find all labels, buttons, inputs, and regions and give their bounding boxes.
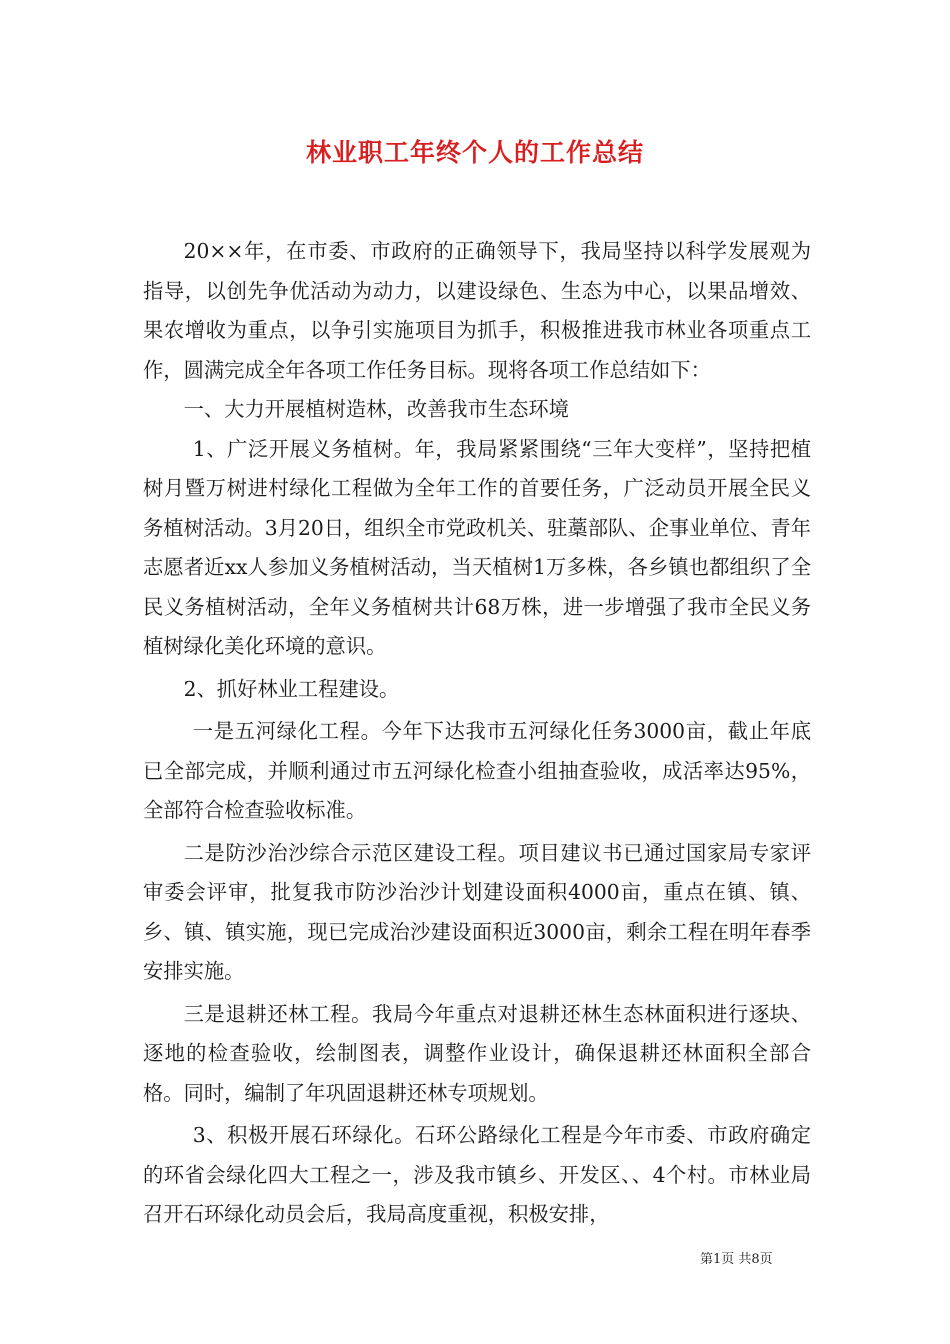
paragraph-item-3: 3、积极开展石环绿化。石环公路绿化工程是今年市委、市政府确定的环省会绿化四大工程之一，涉及我市镇乡、开发区、、4个村。市林业局召开石环绿化动员会后，我局高度重视，积极安排， xyxy=(143,1123,811,1226)
document-body xyxy=(143,232,811,1235)
section-heading-1: 一、大力开展植树造林，改善我市生态环境 xyxy=(183,397,569,421)
paragraph-wuhe-project: 一是五河绿化工程。今年下达我市五河绿化任务3000亩，截止年底已全部完成，并顺利通过市五河绿化检查小组抽查验收，成活率达95%，全部符合检查验收标准。 xyxy=(143,719,811,822)
document-title: 林业职工年终个人的工作总结 xyxy=(305,138,644,167)
paragraph-desert-project: 二是防沙治沙综合示范区建设工程。项目建议书已通过国家局专家评审委会评审，批复我市防沙治沙计划建设面积4000亩，重点在镇、镇、乡、镇、镇实施，现已完成治沙建设面积近3000亩，剩余工程在明年春季安排实施。 xyxy=(143,840,811,983)
paragraph-item-2: 2、抓好林业工程建设。 xyxy=(183,676,400,701)
paragraph-reforestation-project: 三是退耕还林工程。我局今年重点对退耕还林生态林面积进行逐块、逐地的检查验收，绘制图表，调整作业设计，确保退耕还林面积全部合格。同时，编制了年巩固退耕还林专项规划。 xyxy=(143,1001,811,1105)
paragraph-item-1: 1、广泛开展义务植树。年，我局紧紧围绕“三年大变样”，坚持把植树月暨万树进村绿化工程做为全年工作的首要任务，广泛动员开展全民义务植树活动。3月20日，组织全市党政机关、驻藁部队、企事业单位、青年志愿者近xx人参加义务植树活动，当天植树1万多株，各乡镇也都组织了全民义务植树活动，全年义务植树共计68万株，进一步增强了我市全民义务植树绿化美化环境的意识。 xyxy=(143,436,811,658)
paragraph-intro: 20××年，在市委、市政府的正确领导下，我局坚持以科学发展观为指导，以创先争优活动为动力，以建设绿色、生态为中心，以果品增效、果农增收为重点，以争引实施项目为抓手，积极推进我市林业各项重点工作，圆满完成全年各项工作任务目标。现将各项工作总结如下： xyxy=(143,239,811,382)
page-footer: 第1页 共8页 xyxy=(700,1252,773,1267)
